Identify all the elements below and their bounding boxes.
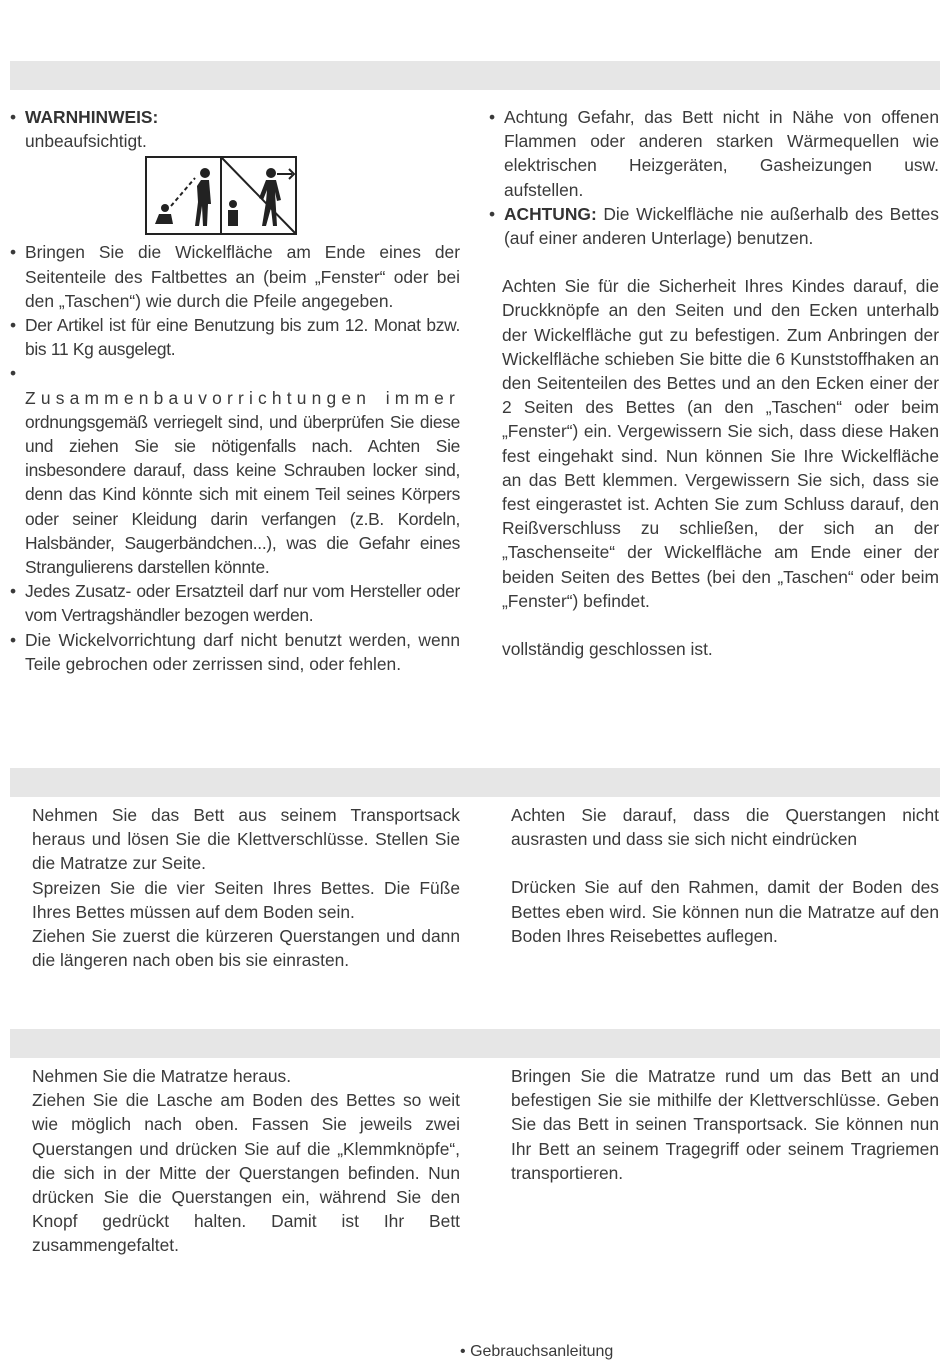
bullet-item: • Bringen Sie die Wickelfläche am Ende eines der Seitenteile des Faltbettes an (beim „Fenster“ oder bei den „Taschen“) wie durch die Pfeile angegeben. [10,242,460,311]
closing-line: vollständig geschlossen ist. [502,639,713,660]
section-header-band-1 [10,61,940,90]
page-footer [460,1340,613,1364]
mounting-paragraph: Achten Sie für die Sicherheit Ihres Kindes darauf, die Druckknöpfe an den Seiten und den Ecken unterhalb der Wickelfläche gut zu befestigen. Zum Anbringen der Wickelfläche schieben Sie bitte die 6 Kunststoffhaken an den Seitenteilen des Bettes und an den Ecken einer der 2 Seiten des Bettes (an den „Taschen“ oder beim „Fenster“) ein. Vergewissern Sie sich, dass diese Haken fest eingehakt sind. Nun können Sie Ihre Wickelfläche an das Bett klemmen. Vergewissern Sie sich, dass sie fest eingerastet ist. Achten Sie zum Schluss darauf, den Reißverschluss zu schließen, der sich an der „Taschenseite“ der Wickelfläche am Ende einer der beiden Seiten des Bettes (bei den „Taschen“ oder beim „Fenster“) befindet. [502,276,939,611]
section3-left-column: Nehmen Sie die Matratze heraus. Ziehen Sie die Lasche am Boden des Bettes so weit wie möglich nach oben. Fassen Sie jeweils zwei Querstangen und drücken Sie auf die „Klemmknöpfe“, die sich in der Mitte der Querstangen befinden. Nun drücken Sie die Querstangen ein, während Sie den Knopf gedrückt halten. Damit ist Ihr Bett zusammengefaltet. [32,1066,460,1256]
child-unattended-warning-icon [145,156,297,236]
section2-right-column: Achten Sie darauf, dass die Querstangen nicht ausrasten und dass sie sich nicht eindrücken Drücken Sie auf den Rahmen, damit der Boden des Bettes eben wird. Sie können nun die Matratze auf den Boden Ihres Reisebettes auflegen. [511,805,939,946]
section3-right-column: Bringen Sie die Matratze rund um das Bett an und befestigen Sie sie mithilfe der Klettverschlüsse. Geben Sie das Bett in seinen Transportsack. Sie können nun Ihr Bett an seinem Tragegriff oder seinem Tragriemen transportieren. [511,1066,939,1183]
attention-item: • ACHTUNG: Die Wickelfläche nie außerhalb des Bettes (auf einer anderen Unterlage) benutzen. [489,203,939,249]
warning-item: • WARNHINWEIS: unbeaufsichtigt. [10,107,159,152]
section2-left-column: Nehmen Sie das Bett aus seinem Transportsack heraus und lösen Sie die Klettverschlüsse. Stellen Sie die Matratze zur Seite. Spreizen Sie die vier Seiten Ihres Bettes. Die Füße Ihres Bettes müssen auf dem Boden sein. Ziehen Sie zuerst die kürzeren Querstangen und dann die längeren nach oben bis sie einrasten. [32,805,460,971]
wide-spaced-line: Zusammenbauvorrichtungen immer [25,387,460,408]
footer-text: Gebrauchsanleitung [470,1343,614,1360]
attention-label: ACHTUNG: [504,203,597,224]
section1-right-column [489,105,939,661]
bullet-item: • Jedes Zusatz- oder Ersatzteil darf nur vom Hersteller oder vom Vertragshändler bezogen werden. [10,581,460,626]
bullet-item: • Zusammenbauvorrichtungen immer ordnungsgemäß verriegelt sind, und überprüfen Sie diese und ziehen Sie sie nötigenfalls nach. Achten Sie insbesondere darauf, dass keine Schrauben locker sind, denn das Kind könnte sich mit einem Teil seines Körpers oder seiner Kleidung darin verfangen (z.B. Kordeln, Halsbänder, Saugerbändchen...), was die Gefahr eines Strangulierens darstellen könnte. [10,363,460,578]
bullet-item: • Achtung Gefahr, das Bett nicht in Nähe von offenen Flammen oder anderen starken Wärmequellen wie elektrischen Heizgeräten, Gasheizungen usw. aufstellen. [489,107,939,200]
section-header-band-3 [10,1029,940,1058]
warning-label: WARNHINWEIS: [25,107,159,127]
bullet-item: • Der Artikel ist für eine Benutzung bis zum 12. Monat bzw. bis 11 Kg ausgelegt. [10,315,460,360]
footer-bullet: • [460,1343,466,1360]
section1-left-column [10,105,460,676]
warning-text: unbeaufsichtigt. [25,131,147,152]
bullet-item: • Die Wickelvorrichtung darf nicht benutzt werden, wenn Teile gebrochen oder zerrissen sind, oder fehlen. [10,629,460,674]
section-header-band-2 [10,768,940,797]
